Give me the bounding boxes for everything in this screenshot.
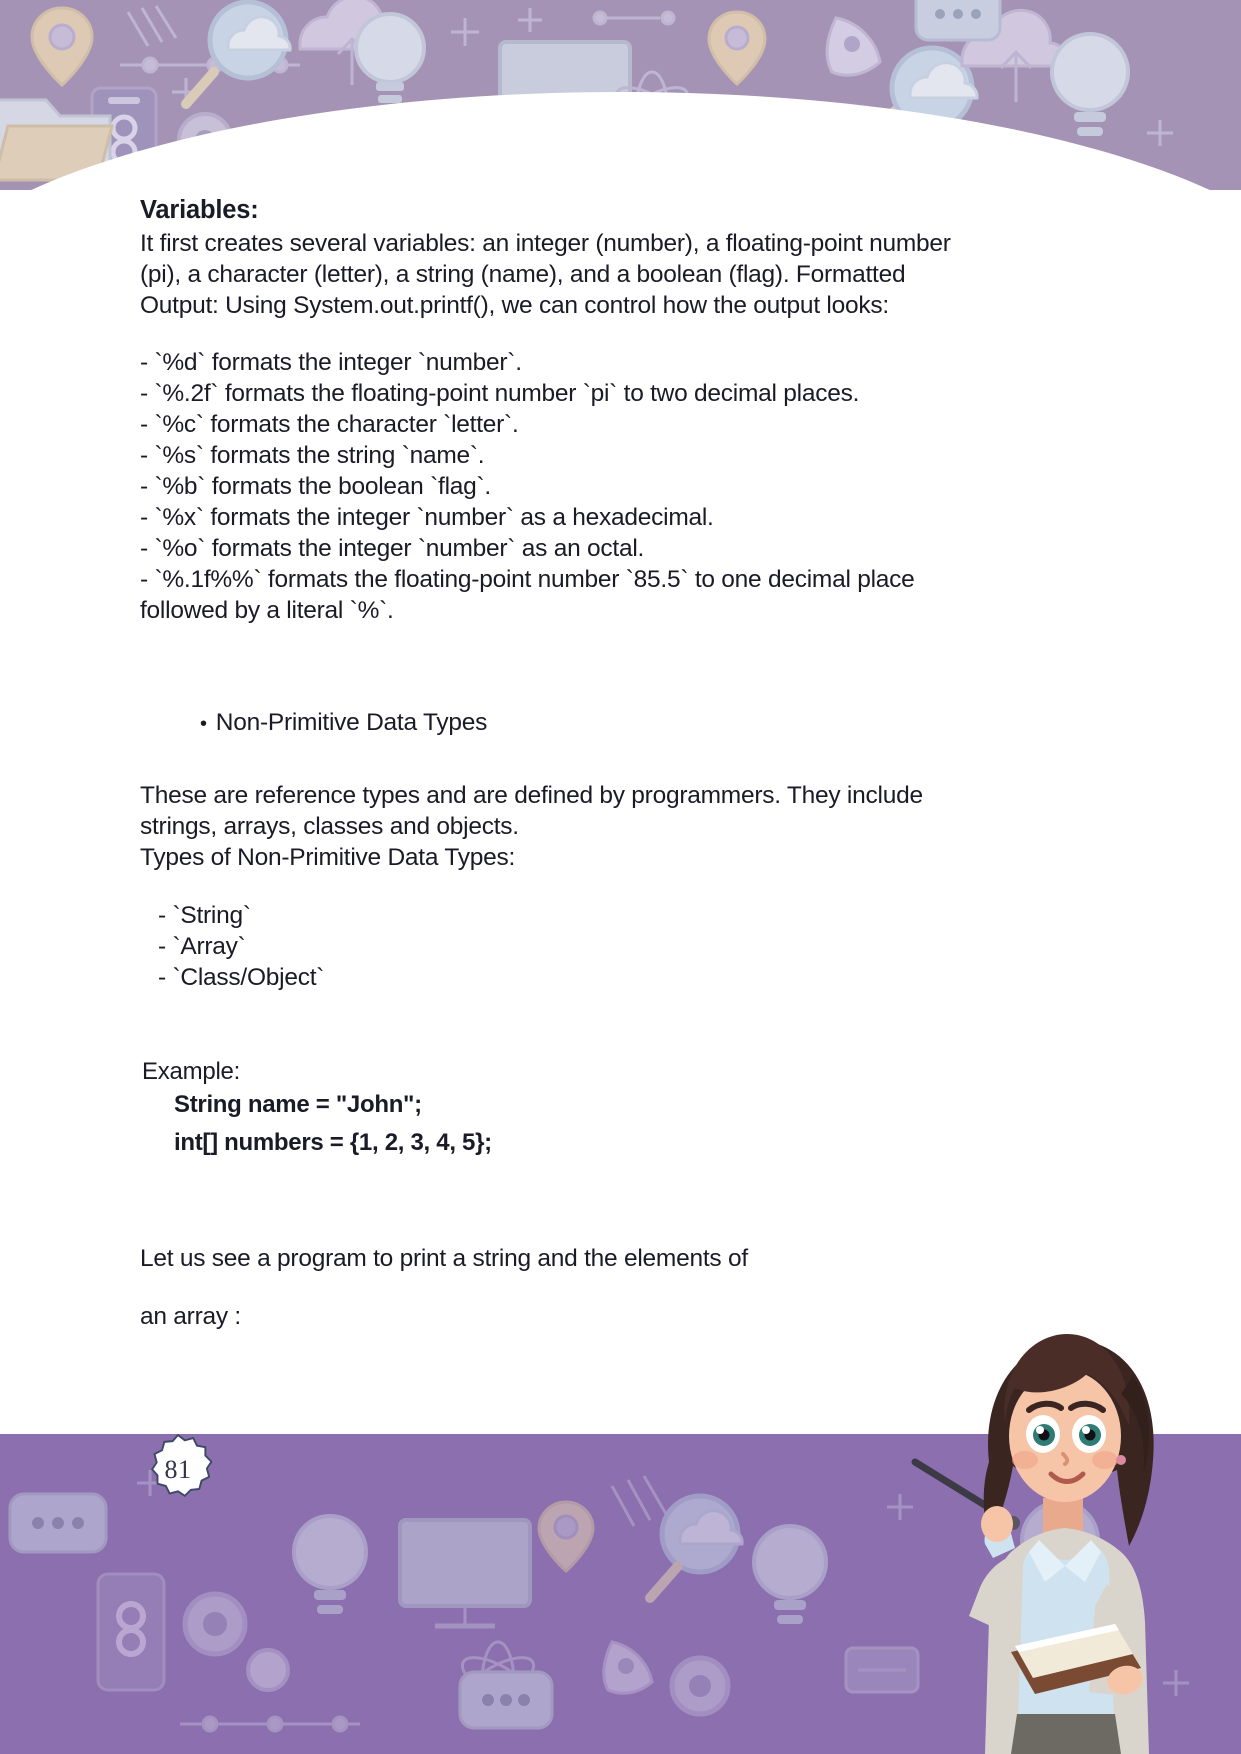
format-specifier-item: - `%.2f` formats the floating-point number `pi` to two decimal places.: [140, 379, 860, 407]
non-primitive-type-item: - `Class/Object`: [158, 964, 325, 992]
format-specifier-item: - `%o` formats the integer `number` as an octal.: [140, 534, 645, 562]
format-specifier-item: - `%.1f%%` formats the floating-point number `85.5` to one decimal place followed by a literal `%`.: [140, 565, 915, 624]
non-primitive-type-item: - `Array`: [158, 933, 246, 961]
format-specifier-item: - `%x` formats the integer `number` as a hexadecimal.: [140, 503, 714, 531]
non-primitive-bullet-heading: [200, 709, 970, 737]
non-primitive-bullet-label: Non-Primitive Data Types: [215, 708, 488, 736]
example-label: Example:: [142, 1057, 241, 1085]
closing-line: Let us see a program to print a string and the elements of: [140, 1244, 748, 1272]
teacher-character-illustration: [893, 1284, 1223, 1754]
non-primitive-type-list: [158, 900, 970, 994]
page-number-label: 81: [164, 1455, 192, 1484]
non-primitive-type-item: - `String`: [158, 901, 251, 929]
page-header-band: [0, 0, 1241, 190]
format-specifier-item: - `%b` formats the boolean `flag`.: [140, 472, 491, 500]
page-number-badge: [140, 1432, 216, 1508]
closing-line: an array :: [140, 1302, 241, 1330]
example-code-line: String name = "John";: [174, 1090, 422, 1118]
bullet-dot-icon: •: [200, 712, 207, 735]
intro-paragraph: It first creates several variables: an integer (number), a floating-point number (pi), a character (letter), a string (name), and a boolean (flag). Formatted Output: Using System.out.printf(), we can control how the output looks:: [140, 230, 951, 319]
format-specifier-item: - `%d` formats the integer `number`.: [140, 348, 522, 376]
format-specifier-item: - `%c` formats the character `letter`.: [140, 410, 519, 438]
non-primitive-paragraph: These are reference types and are defined by programmers. They include strings, arrays, classes and objects.: [140, 781, 923, 840]
section-heading-variables: Variables:: [140, 196, 259, 224]
format-specifier-item: - `%s` formats the string `name`.: [140, 441, 485, 469]
example-code-line: int[] numbers = {1, 2, 3, 4, 5};: [174, 1129, 492, 1157]
page-content: [140, 196, 970, 1331]
format-specifier-list: [140, 348, 970, 627]
types-intro-line: Types of Non-Primitive Data Types:: [140, 843, 516, 871]
